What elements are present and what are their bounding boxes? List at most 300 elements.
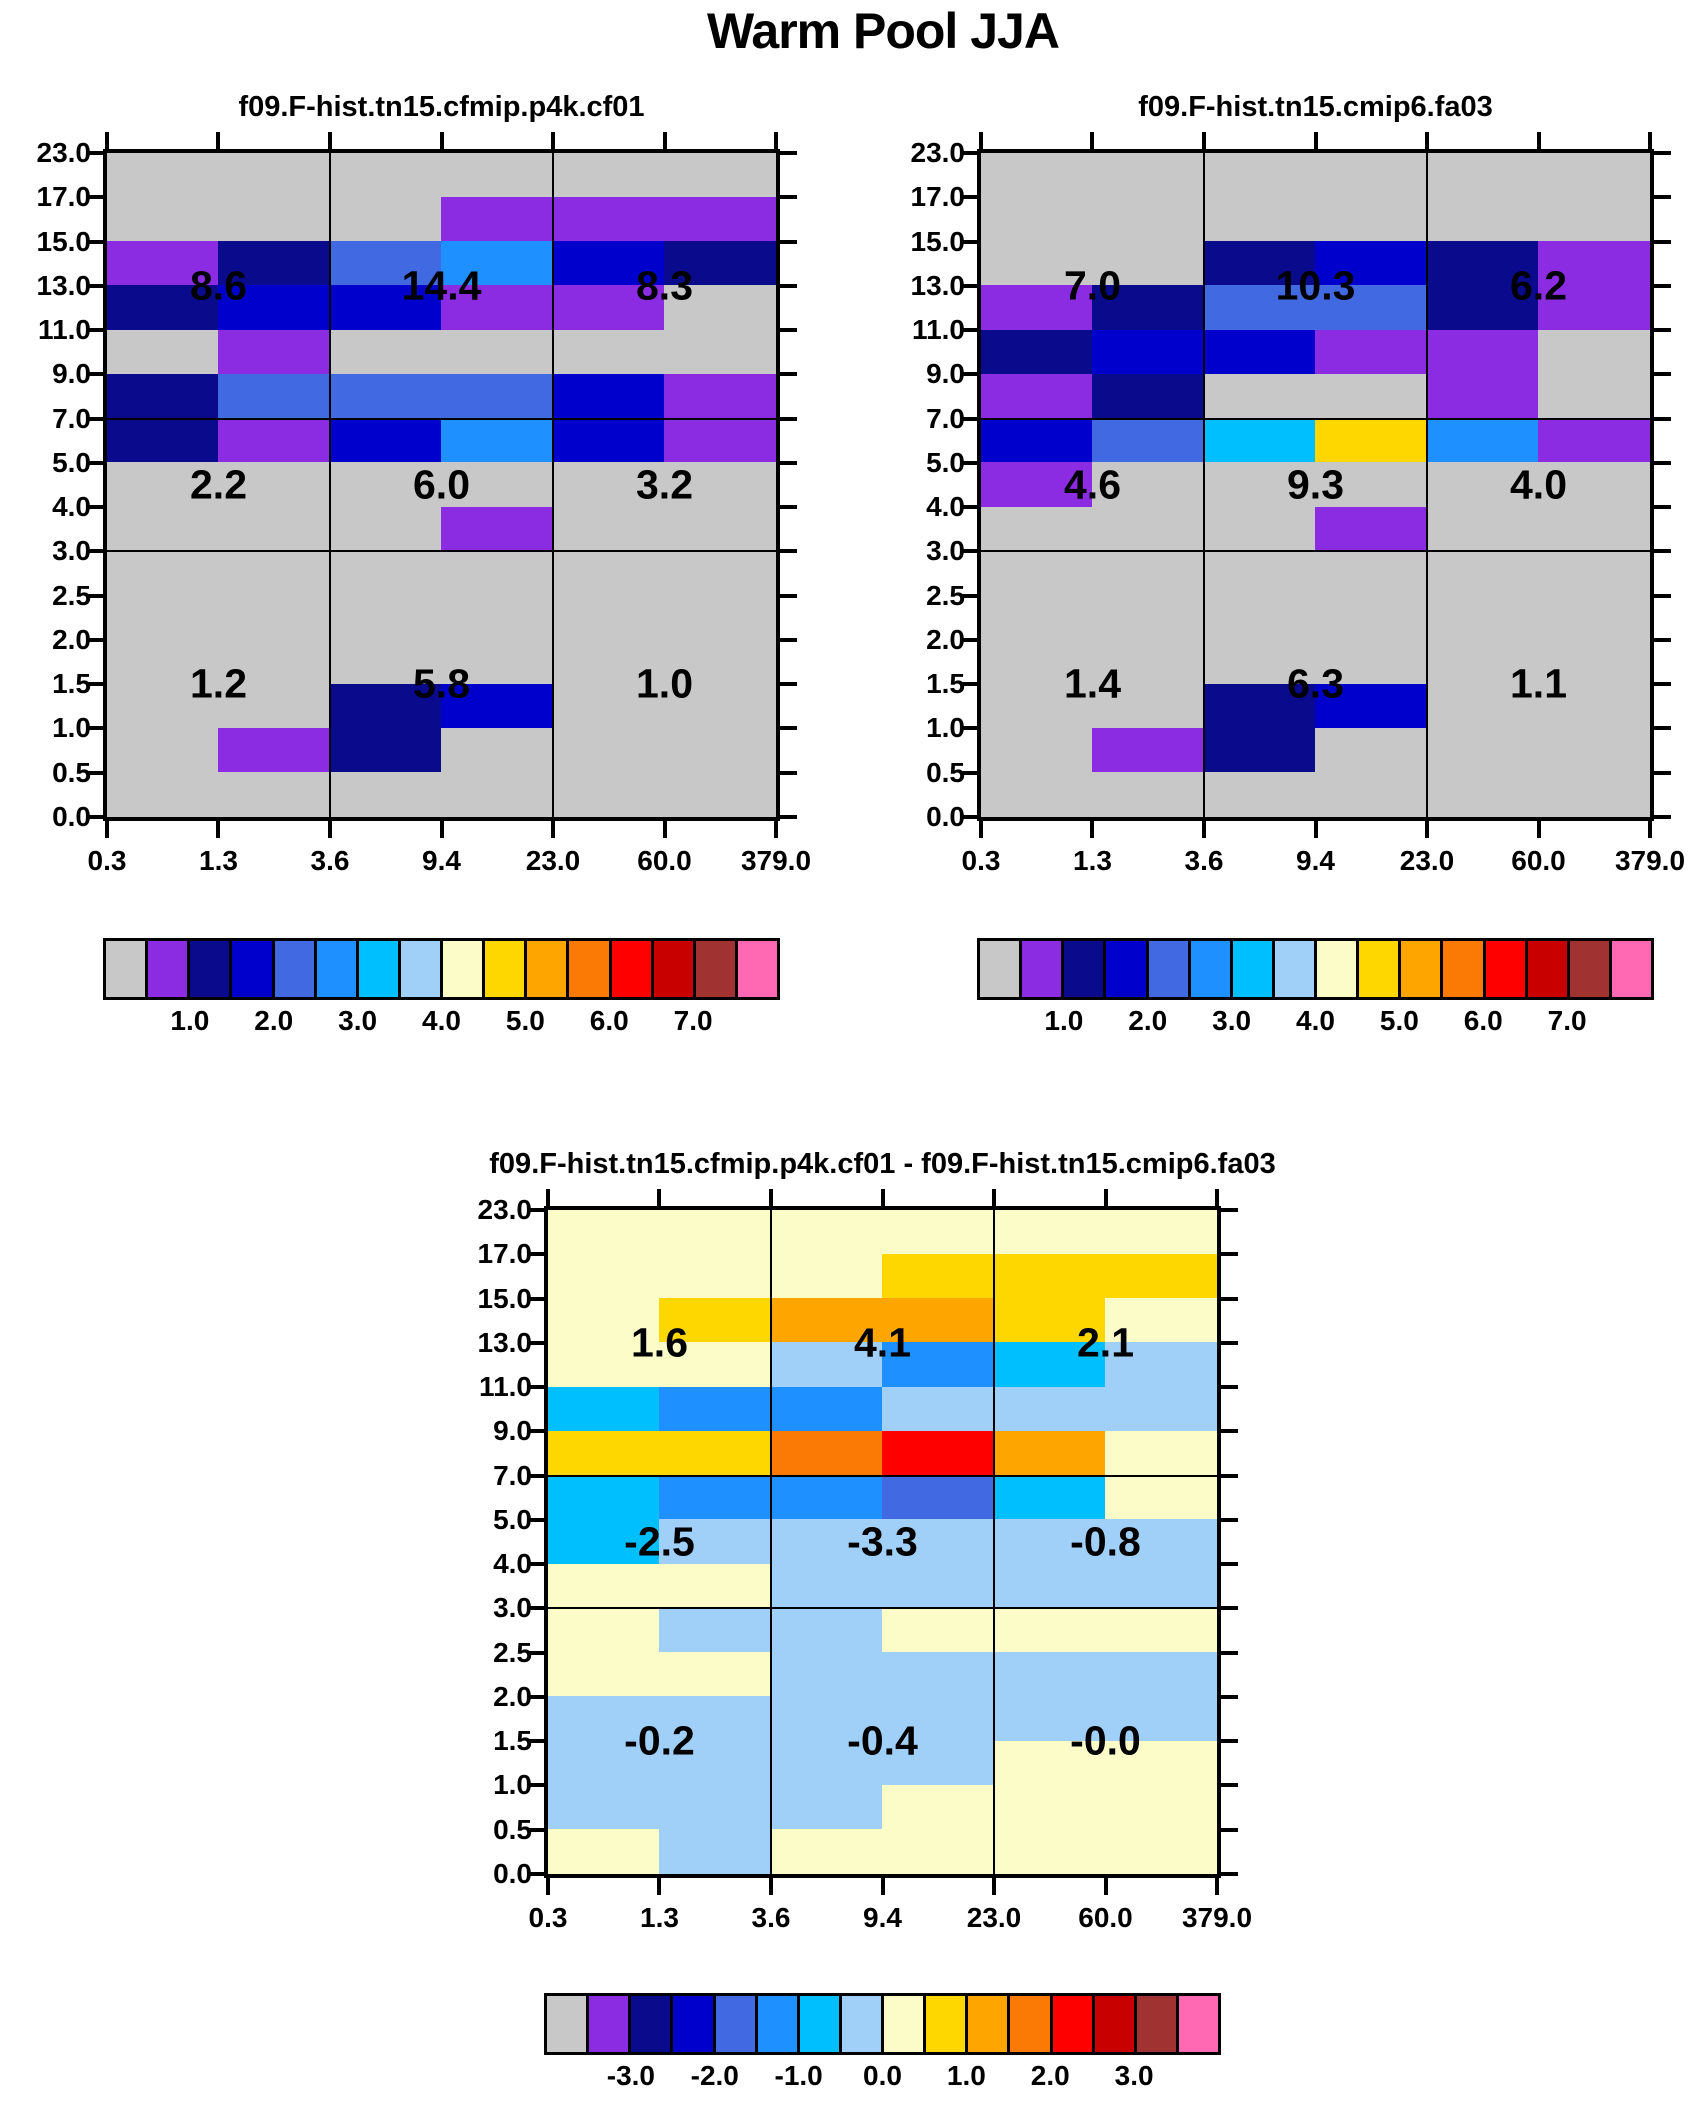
heatmap-cell: [664, 595, 776, 640]
heatmap-cell: [1315, 728, 1427, 773]
y-tick-right: [1654, 417, 1671, 421]
x-tick-bottom: [881, 1878, 885, 1895]
y-tick-right: [780, 815, 797, 819]
x-tick-label: 9.4: [863, 1902, 902, 1933]
heatmap-cell: [1426, 374, 1538, 419]
heatmap-cell: [981, 595, 1093, 640]
x-tick-bottom: [979, 821, 983, 838]
y-tick-right: [1654, 195, 1671, 199]
heatmap-cell: [770, 1829, 882, 1874]
group-mean-value: -0.4: [847, 1717, 918, 1764]
y-tick-right: [780, 594, 797, 598]
heatmap-cell: [548, 1475, 660, 1520]
heatmap-cell: [1538, 551, 1650, 596]
colorbar-swatch: [670, 1996, 712, 2052]
region-gridline-horizontal: [107, 418, 776, 420]
heatmap-cell: [981, 374, 1093, 419]
region-gridline-vertical: [1426, 153, 1428, 817]
panel-cmip6-fa03: [910, 91, 1686, 876]
heatmap-cell: [548, 1254, 660, 1299]
heatmap-cell: [993, 1475, 1105, 1520]
heatmap-cell: [1105, 1564, 1217, 1609]
y-tick-right: [1221, 1429, 1238, 1433]
heatmap-cell: [552, 374, 664, 419]
group-mean-value: 1.0: [636, 660, 693, 707]
x-tick-top: [979, 132, 983, 149]
heatmap-cell: [1538, 197, 1650, 242]
heatmap-cell: [882, 1254, 994, 1299]
x-tick-label: 60.0: [1511, 845, 1566, 876]
group-mean-value: -3.3: [847, 1518, 918, 1565]
colorbar-right: [977, 938, 1654, 1036]
region-gridline-vertical: [993, 1210, 995, 1874]
colorbar-swatch: [1061, 941, 1103, 997]
heatmap-cell: [659, 1608, 771, 1653]
region-gridline-horizontal: [981, 418, 1650, 420]
y-tick-label: 5.0: [493, 1503, 532, 1535]
colorbar-left: [103, 938, 780, 1036]
colorbar-swatch: [440, 941, 482, 997]
heatmap-cell: [659, 1652, 771, 1697]
y-tick-label: 3.0: [926, 535, 965, 567]
heatmap-cell: [218, 330, 330, 375]
heatmap-cell: [107, 153, 219, 198]
x-tick-bottom: [1104, 1878, 1108, 1895]
colorbar-swatch: [1525, 941, 1567, 997]
heatmap-cell: [1092, 595, 1204, 640]
heatmap-cell: [441, 197, 553, 242]
y-tick-right: [1654, 594, 1671, 598]
y-tick-label: 23.0: [36, 137, 91, 168]
y-tick-right: [1221, 1385, 1238, 1389]
y-tick-label: 15.0: [910, 225, 965, 257]
group-mean-value: -0.8: [1070, 1518, 1141, 1565]
heatmap-cell: [107, 551, 219, 596]
heatmap-cell: [218, 418, 330, 463]
x-tick-top: [1648, 132, 1652, 149]
y-tick-label: 23.0: [910, 137, 965, 168]
y-tick-label: 4.0: [493, 1548, 532, 1580]
heatmap-cell: [1105, 1475, 1217, 1520]
heatmap-cell: [552, 507, 664, 552]
heatmap-cell: [329, 595, 441, 640]
x-tick-top: [769, 1189, 773, 1206]
group-mean-value: 1.2: [190, 660, 247, 707]
heatmap-cell: [981, 197, 1093, 242]
y-tick-right: [1654, 151, 1671, 155]
heatmap-cell: [1426, 330, 1538, 375]
y-tick-right: [1221, 1651, 1238, 1655]
colorbar-tick-label: 1.0: [1044, 1005, 1084, 1036]
heatmap-cell: [441, 595, 553, 640]
heatmap-cell: [659, 1564, 771, 1609]
x-tick-bottom: [440, 821, 444, 838]
plot-area: [36, 137, 812, 876]
y-tick-right: [1654, 549, 1671, 553]
heatmap-cell: [1426, 418, 1538, 463]
colorbar-swatch: [1176, 1996, 1218, 2052]
colorbar-swatch: [482, 941, 524, 997]
heatmap-cell: [993, 1431, 1105, 1476]
heatmap-cell: [1203, 595, 1315, 640]
heatmap-cell: [1105, 1829, 1217, 1874]
y-tick-label: 0.5: [493, 1813, 532, 1845]
y-tick-right: [1654, 240, 1671, 244]
heatmap-cell: [664, 153, 776, 198]
y-tick-label: 2.5: [926, 579, 965, 611]
y-tick-right: [1654, 638, 1671, 642]
y-tick-right: [780, 195, 797, 199]
heatmap-cell: [1538, 507, 1650, 552]
y-tick-right: [780, 682, 797, 686]
panel-difference: [477, 1148, 1276, 1933]
plot-area: [477, 1194, 1253, 1933]
heatmap-cell: [329, 507, 441, 552]
y-tick-right: [780, 328, 797, 332]
heatmap-cell: [1426, 772, 1538, 817]
heatmap-cell: [770, 1475, 882, 1520]
heatmap-cell: [882, 1785, 994, 1830]
x-tick-label: 23.0: [1399, 845, 1455, 876]
y-tick-right: [1654, 284, 1671, 288]
x-tick-bottom: [1425, 821, 1429, 838]
y-tick-label: 1.0: [52, 712, 91, 744]
colorbar-swatch: [229, 941, 271, 997]
y-tick-right: [1654, 726, 1671, 730]
colorbar-swatch: [980, 941, 1019, 997]
y-tick-label: 5.0: [52, 446, 91, 478]
heatmap-cell: [882, 1829, 994, 1874]
group-mean-value: 3.2: [636, 461, 693, 508]
x-tick-top: [105, 132, 109, 149]
x-tick-bottom: [216, 821, 220, 838]
heatmap-cell: [1105, 1431, 1217, 1476]
heatmap-cell: [552, 772, 664, 817]
x-tick-label: 23.0: [525, 845, 581, 876]
y-tick-right: [780, 284, 797, 288]
y-tick-right: [1221, 1872, 1238, 1876]
colorbar-tick-label: 2.0: [1128, 1005, 1168, 1036]
heatmap-cell: [993, 1387, 1105, 1432]
group-mean-value: 14.4: [401, 262, 482, 309]
heatmap-cell: [770, 1210, 882, 1255]
heatmap-cell: [1538, 418, 1650, 463]
heatmap-cell: [329, 153, 441, 198]
heatmap-cell: [1538, 153, 1650, 198]
y-tick-right: [780, 505, 797, 509]
group-mean-value: 1.6: [631, 1319, 688, 1366]
heatmap-cell: [548, 1387, 660, 1432]
x-tick-label: 3.6: [751, 1902, 791, 1933]
y-tick-right: [1221, 1783, 1238, 1787]
colorbar-swatch: [187, 941, 229, 997]
y-tick-right: [780, 726, 797, 730]
heatmap-cell: [1203, 374, 1315, 419]
colorbar-swatch: [1356, 941, 1398, 997]
heatmap-cell: [1315, 551, 1427, 596]
x-tick-label: 379.0: [1181, 1902, 1253, 1933]
y-tick-label: 0.5: [926, 756, 965, 788]
heatmap-cell: [441, 153, 553, 198]
group-mean-value: 6.3: [1287, 660, 1344, 707]
colorbar-tick-label: 2.0: [254, 1005, 294, 1036]
x-tick-top: [657, 1189, 661, 1206]
heatmap-cell: [770, 1431, 882, 1476]
heatmap-cell: [441, 374, 553, 419]
y-tick-right: [1654, 682, 1671, 686]
y-tick-label: 13.0: [36, 269, 91, 301]
heatmap-cell: [218, 551, 330, 596]
x-tick-top: [440, 132, 444, 149]
heatmap-cell: [1105, 1210, 1217, 1255]
y-tick-right: [780, 549, 797, 553]
y-tick-label: 11.0: [479, 1371, 532, 1403]
heatmap-cell: [552, 153, 664, 198]
heatmap-cell: [770, 1785, 882, 1830]
x-tick-bottom: [992, 1878, 996, 1895]
region-gridline-horizontal: [107, 550, 776, 552]
heatmap-cell: [441, 728, 553, 773]
x-tick-top: [774, 132, 778, 149]
colorbar-swatch: [1483, 941, 1525, 997]
y-tick-label: 0.0: [926, 801, 965, 832]
colorbar-tick-label: 7.0: [1547, 1005, 1587, 1036]
x-tick-bottom: [1090, 821, 1094, 838]
colorbar-tick-label: 4.0: [422, 1005, 461, 1036]
heatmap-cell: [664, 551, 776, 596]
heatmap-cell: [1426, 728, 1538, 773]
colorbar-swatch: [651, 941, 693, 997]
heatmap-cell: [552, 330, 664, 375]
heatmap-cell: [993, 1210, 1105, 1255]
heatmap-cell: [993, 1652, 1105, 1697]
heatmap-cell: [441, 330, 553, 375]
y-tick-right: [1221, 1297, 1238, 1301]
y-tick-label: 4.0: [926, 491, 965, 523]
heatmap-cell: [1092, 197, 1204, 242]
colorbar-tick-label: -3.0: [606, 2060, 655, 2091]
y-tick-label: 1.5: [493, 1725, 532, 1757]
heatmap-cell: [659, 1475, 771, 1520]
y-tick-right: [1654, 461, 1671, 465]
x-tick-bottom: [551, 821, 555, 838]
heatmap-cell: [107, 772, 219, 817]
y-tick-right: [780, 771, 797, 775]
group-mean-value: -0.2: [624, 1717, 695, 1764]
y-tick-right: [1221, 1695, 1238, 1699]
colorbar-swatch: [797, 1996, 839, 2052]
colorbar-tick-label: 3.0: [338, 1005, 378, 1036]
heatmap-cell: [1203, 772, 1315, 817]
region-gridline-vertical: [552, 153, 554, 817]
x-tick-top: [328, 132, 332, 149]
y-tick-label: 15.0: [477, 1282, 532, 1314]
x-tick-top: [1202, 132, 1206, 149]
heatmap-cell: [1203, 728, 1315, 773]
heatmap-cell: [770, 1254, 882, 1299]
heatmap-cell: [981, 153, 1093, 198]
region-gridline-vertical: [770, 1210, 772, 1874]
x-tick-top: [1537, 132, 1541, 149]
heatmap-cell: [218, 595, 330, 640]
heatmap-cell: [1203, 197, 1315, 242]
heatmap-cell: [981, 551, 1093, 596]
heatmap-cell: [552, 551, 664, 596]
y-tick-right: [1654, 372, 1671, 376]
heatmap-cell: [659, 1829, 771, 1874]
x-tick-top: [546, 1189, 550, 1206]
region-gridline-vertical: [329, 153, 331, 817]
y-tick-label: 17.0: [477, 1238, 532, 1270]
heatmap-cell: [1538, 772, 1650, 817]
y-tick-label: 3.0: [493, 1592, 532, 1624]
y-tick-label: 4.0: [52, 491, 91, 523]
colorbar-swatch: [586, 1996, 628, 2052]
x-tick-label: 0.3: [528, 1902, 568, 1933]
colorbar-swatch: [735, 941, 777, 997]
y-tick-label: 3.0: [52, 535, 91, 567]
x-tick-top: [992, 1189, 996, 1206]
heatmap-cell: [981, 418, 1093, 463]
y-tick-label: 2.5: [52, 579, 91, 611]
region-gridline-horizontal: [981, 550, 1650, 552]
heatmap-cell: [329, 551, 441, 596]
y-tick-label: 7.0: [493, 1459, 532, 1491]
colorbar-tick-label: 3.0: [1212, 1005, 1252, 1036]
y-tick-right: [1221, 1341, 1238, 1345]
y-tick-right: [1221, 1474, 1238, 1478]
colorbar-swatch: [713, 1996, 755, 2052]
x-tick-label: 9.4: [422, 845, 461, 876]
heatmap-cell: [993, 1254, 1105, 1299]
heatmap-cell: [1426, 551, 1538, 596]
heatmap-cell: [1538, 595, 1650, 640]
heatmap-cell: [659, 1785, 771, 1830]
heatmap-cell: [664, 330, 776, 375]
heatmap-cell: [1426, 153, 1538, 198]
heatmap-cell: [770, 1608, 882, 1653]
x-tick-bottom: [105, 821, 109, 838]
heatmap-cell: [664, 374, 776, 419]
heatmap-cell: [770, 1652, 882, 1697]
colorbar-tick-label: 6.0: [589, 1005, 629, 1036]
heatmap-cell: [441, 551, 553, 596]
colorbar-swatch: [1440, 941, 1482, 997]
x-tick-label: 1.3: [1073, 845, 1112, 876]
y-tick-label: 1.0: [493, 1769, 532, 1801]
heatmap-cell: [1315, 374, 1427, 419]
heatmap-cell: [1092, 374, 1204, 419]
x-tick-bottom: [663, 821, 667, 838]
colorbar-swatch: [839, 1996, 881, 2052]
heatmap-cell: [659, 1431, 771, 1476]
group-mean-value: 4.1: [854, 1319, 911, 1366]
y-tick-right: [1654, 328, 1671, 332]
heatmap-cell: [552, 595, 664, 640]
x-tick-top: [1090, 132, 1094, 149]
colorbar-swatch: [609, 941, 651, 997]
colorbar-tick-label: 2.0: [1030, 2060, 1070, 2091]
y-tick-right: [1221, 1562, 1238, 1566]
colorbar-tick-label: 1.0: [170, 1005, 210, 1036]
heatmap-cell: [329, 728, 441, 773]
group-mean-value: 9.3: [1287, 461, 1344, 508]
colorbar-swatch: [1019, 941, 1061, 997]
y-tick-right: [1221, 1606, 1238, 1610]
heatmap-cell: [441, 418, 553, 463]
y-tick-label: 13.0: [910, 269, 965, 301]
heatmap-cell: [329, 330, 441, 375]
heatmap-cell: [1203, 153, 1315, 198]
heatmap-cell: [107, 595, 219, 640]
heatmap-cell: [1105, 1652, 1217, 1697]
heatmap-cell: [1092, 507, 1204, 552]
panel-cfmip-p4k-cf01: [36, 91, 812, 876]
colorbar-swatch: [1609, 941, 1651, 997]
y-tick-right: [780, 151, 797, 155]
plot-area: [910, 137, 1686, 876]
group-mean-value: -2.5: [624, 1518, 695, 1565]
colorbar-swatch: [1567, 941, 1609, 997]
y-tick-label: 23.0: [477, 1194, 532, 1225]
x-tick-bottom: [774, 821, 778, 838]
heatmap-cell: [993, 1785, 1105, 1830]
heatmap-cell: [1315, 330, 1427, 375]
region-gridline-horizontal: [548, 1607, 1217, 1609]
heatmap-cell: [1105, 1608, 1217, 1653]
heatmap-cell: [981, 728, 1093, 773]
heatmap-cell: [218, 507, 330, 552]
heatmap-cell: [329, 772, 441, 817]
x-tick-label: 9.4: [1296, 845, 1335, 876]
x-tick-top: [1314, 132, 1318, 149]
heatmap-cell: [1203, 330, 1315, 375]
colorbar-tick-label: 7.0: [673, 1005, 713, 1036]
panel-title: f09.F-hist.tn15.cmip6.fa03: [1138, 91, 1493, 123]
heatmap-cell: [1105, 1785, 1217, 1830]
y-tick-label: 1.5: [926, 668, 965, 700]
colorbar-swatch: [628, 1996, 670, 2052]
region-gridline-vertical: [1203, 153, 1205, 817]
colorbar-tick-label: -1.0: [774, 2060, 823, 2091]
figure-title: Warm Pool JJA: [707, 3, 1059, 59]
group-mean-value: 2.1: [1077, 1319, 1134, 1366]
y-tick-right: [1221, 1518, 1238, 1522]
heatmap-cell: [981, 507, 1093, 552]
y-tick-label: 9.0: [926, 358, 965, 390]
y-tick-label: 13.0: [477, 1326, 532, 1358]
heatmap-cell: [882, 1652, 994, 1697]
x-tick-label: 23.0: [966, 1902, 1022, 1933]
y-tick-right: [1654, 771, 1671, 775]
x-tick-bottom: [1537, 821, 1541, 838]
colorbar-tick-label: 5.0: [1379, 1005, 1419, 1036]
heatmap-cell: [441, 507, 553, 552]
y-tick-right: [1654, 505, 1671, 509]
group-mean-value: 1.1: [1510, 660, 1567, 707]
y-tick-right: [780, 372, 797, 376]
x-tick-top: [551, 132, 555, 149]
y-tick-right: [1654, 815, 1671, 819]
x-tick-top: [1425, 132, 1429, 149]
x-tick-top: [1104, 1189, 1108, 1206]
x-tick-bottom: [657, 1878, 661, 1895]
y-tick-label: 1.5: [52, 668, 91, 700]
colorbar-swatch: [965, 1996, 1007, 2052]
heatmap-cell: [1092, 330, 1204, 375]
heatmap-cell: [1315, 418, 1427, 463]
y-tick-label: 0.0: [52, 801, 91, 832]
